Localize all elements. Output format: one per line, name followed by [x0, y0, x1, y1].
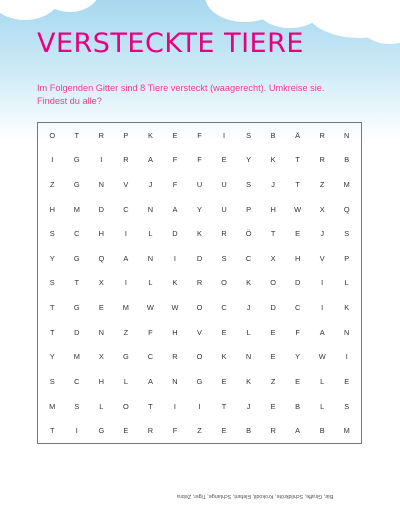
grid-letter: N [245, 352, 252, 362]
grid-letter: K [344, 303, 350, 313]
grid-letter: K [246, 278, 252, 288]
grid-letter: H [98, 229, 104, 239]
grid-letter: W [146, 303, 154, 313]
grid-letter: S [344, 229, 350, 239]
grid-letter: Y [49, 253, 55, 263]
grid-letter: V [123, 180, 129, 190]
grid-letter: C [74, 229, 80, 239]
grid-letter: Ä [295, 130, 301, 140]
grid-letter: B [270, 130, 276, 140]
grid-letter: M [343, 180, 350, 190]
grid-letter: A [172, 204, 178, 214]
grid-letter: L [148, 278, 153, 288]
grid-letter: E [270, 327, 276, 337]
grid-letter: R [196, 278, 203, 288]
grid-letter: F [172, 180, 178, 190]
grid-letter: W [294, 204, 302, 214]
grid-letter: I [223, 130, 226, 140]
grid-letter: I [173, 253, 176, 263]
grid-letter: G [73, 155, 80, 165]
grid-letter: K [221, 352, 227, 362]
grid-letter: G [98, 426, 105, 436]
grid-letter: Z [123, 327, 129, 337]
grid-letter: T [295, 180, 300, 190]
grid-letter: R [221, 229, 227, 239]
grid-letter: I [198, 401, 201, 411]
grid-letter: Z [50, 180, 55, 190]
grid-letter: R [270, 426, 276, 436]
grid-letter: I [173, 401, 176, 411]
grid-letter: X [98, 278, 104, 288]
grid-letter: M [122, 303, 129, 313]
grid-letter: H [49, 204, 55, 214]
grid-letter: R [98, 130, 104, 140]
grid-letter: E [295, 229, 301, 239]
grid-letter: J [271, 180, 275, 190]
grid-letter: S [246, 180, 252, 190]
grid-letter: Y [295, 352, 301, 362]
grid-letter: L [344, 278, 349, 288]
solution-text: Bär, Giraffe, Schildkröte, Krokodil, Elefant, Schlange, Tiger, Zebra [177, 493, 334, 499]
grid-letter: E [270, 352, 276, 362]
grid-letter: T [50, 303, 55, 313]
grid-letter: L [246, 327, 251, 337]
grid-letter: J [246, 303, 251, 313]
grid-letter: D [196, 253, 203, 263]
grid-letter: F [148, 327, 153, 337]
grid-letter: T [74, 278, 80, 288]
grid-letter: G [123, 352, 129, 362]
grid-letter: T [74, 130, 80, 140]
grid-letter: A [147, 155, 153, 165]
grid-letter: S [49, 376, 55, 386]
grid-letter: K [172, 278, 178, 288]
grid-letter: F [172, 155, 178, 165]
grid-letter: F [197, 130, 202, 140]
grid-letter: I [100, 155, 103, 165]
grid-letter: E [344, 376, 350, 386]
grid-letter: T [295, 155, 300, 165]
grid-letter: N [147, 204, 154, 214]
grid-letter: O [221, 278, 227, 288]
grid-letter: W [171, 303, 179, 313]
grid-letter: S [49, 229, 55, 239]
grid-letter: B [344, 155, 350, 165]
grid-letter: S [221, 253, 227, 263]
grid-letter: M [49, 401, 56, 411]
grid-letter: H [98, 376, 104, 386]
grid-letter: Z [270, 376, 276, 386]
grid-letter: M [73, 204, 80, 214]
grid-letter: V [197, 327, 202, 337]
grid-letter: D [172, 229, 178, 239]
grid-letter: C [245, 253, 252, 263]
grid-letter: O [123, 401, 129, 411]
grid-letter: C [221, 303, 227, 313]
grid-letter: I [321, 303, 324, 313]
grid-letter: I [321, 278, 324, 288]
grid-letter: U [221, 180, 227, 190]
grid-letter: A [319, 327, 325, 337]
grid-letter: N [98, 180, 104, 190]
grid-letter: W [318, 352, 326, 362]
page-title: VERSTECKTE TIERE [37, 28, 304, 59]
grid-letter: G [73, 303, 80, 313]
grid-letter: V [319, 253, 325, 263]
grid-letter: A [123, 253, 129, 263]
grid-letter: M [343, 426, 350, 436]
grid-letter: E [221, 376, 227, 386]
grid-letter: K [270, 155, 276, 165]
grid-letter: X [98, 352, 104, 362]
grid-letter: Y [49, 352, 55, 362]
grid-letter: U [221, 204, 227, 214]
grid-letter: P [123, 130, 129, 140]
grid-letter: D [74, 327, 80, 337]
grid-letter: L [320, 376, 325, 386]
grid-letter: S [344, 401, 350, 411]
grid-letter: C [74, 376, 80, 386]
grid-letter: C [294, 303, 301, 313]
grid-letter: R [172, 352, 178, 362]
grid-letter: O [270, 278, 276, 288]
grid-letter: A [295, 426, 301, 436]
grid-letter: P [344, 253, 350, 263]
grid-letter: S [74, 401, 80, 411]
grid-letter: P [246, 204, 252, 214]
grid-letter: Ö [245, 229, 252, 239]
word-search-grid [37, 122, 362, 444]
grid-letter: K [147, 130, 153, 140]
grid-letter: H [172, 327, 178, 337]
grid-letter: K [197, 229, 202, 239]
grid-letter: D [98, 204, 104, 214]
instructions-line: Findest du alle? [37, 96, 102, 106]
grid-letter: H [270, 204, 276, 214]
grid-letter: I [124, 229, 127, 239]
instructions-text [37, 82, 367, 108]
grid-letter: N [344, 327, 350, 337]
grid-letter: F [295, 327, 300, 337]
grid-letter: L [320, 401, 325, 411]
grid-letter: B [319, 426, 325, 436]
grid-letter: C [147, 352, 154, 362]
grid-letter: T [50, 426, 55, 436]
grid-letter: D [270, 303, 276, 313]
grid-letter: R [319, 155, 325, 165]
grid-letter: T [148, 401, 153, 411]
grid-letter: N [147, 253, 154, 263]
grid-letter: Z [197, 426, 202, 436]
grid-letter: I [124, 278, 127, 288]
grid-letter: G [73, 180, 80, 190]
grid-letter: J [148, 180, 153, 190]
grid-letter: E [98, 303, 104, 313]
grid-letter: O [196, 303, 203, 313]
grid-letter: I [51, 155, 54, 165]
grid-letter: N [98, 327, 104, 337]
grid-letter: S [49, 278, 55, 288]
grid-letter: I [75, 426, 78, 436]
grid-letter: G [196, 376, 203, 386]
grid-letter: X [319, 204, 325, 214]
grid-letter: R [147, 426, 154, 436]
grid-letter: E [221, 155, 227, 165]
grid-letter: G [73, 253, 80, 263]
grid-letter: O [196, 352, 203, 362]
grid-letter: Q [343, 204, 350, 214]
grid-letter: E [172, 130, 178, 140]
grid-letter: E [270, 401, 276, 411]
grid-letter: E [123, 426, 129, 436]
grid-letter: E [221, 327, 227, 337]
grid-letter: M [73, 352, 80, 362]
grid-letter: B [295, 401, 301, 411]
grid-letter: Y [246, 155, 252, 165]
grid-letter: R [319, 130, 325, 140]
grid-letter: A [147, 376, 153, 386]
grid-letter: F [172, 426, 178, 436]
grid-letter: L [123, 376, 128, 386]
grid-letter: Y [197, 204, 202, 214]
grid-letter: T [270, 229, 276, 239]
instructions-line: Im Folgenden Gitter sind 8 Tiere versteckt (waagerecht). Umkreise sie. [37, 83, 325, 93]
grid-letter: S [246, 130, 252, 140]
grid-letter: N [344, 130, 350, 140]
grid-letter: C [123, 204, 129, 214]
grid-letter: O [49, 130, 56, 140]
grid-letter: N [172, 376, 178, 386]
grid-letter: U [196, 180, 203, 190]
grid-letter: X [270, 253, 276, 263]
grid-letter: J [320, 229, 325, 239]
grid-letter: T [50, 327, 55, 337]
grid-letter: Q [98, 253, 105, 263]
grid-letter: T [221, 401, 227, 411]
grid-letter: L [99, 401, 104, 411]
grid-letter: H [294, 253, 301, 263]
grid-letter: B [246, 426, 252, 436]
grid-letter: J [246, 401, 251, 411]
grid-letter: K [246, 376, 252, 386]
grid-letter: L [148, 229, 153, 239]
grid-letter: F [197, 155, 202, 165]
grid-letter: E [221, 426, 227, 436]
grid-letter: I [345, 352, 348, 362]
grid-letter: R [123, 155, 129, 165]
grid-letter: Z [319, 180, 325, 190]
grid-letter: E [295, 376, 301, 386]
grid-letter: D [294, 278, 301, 288]
